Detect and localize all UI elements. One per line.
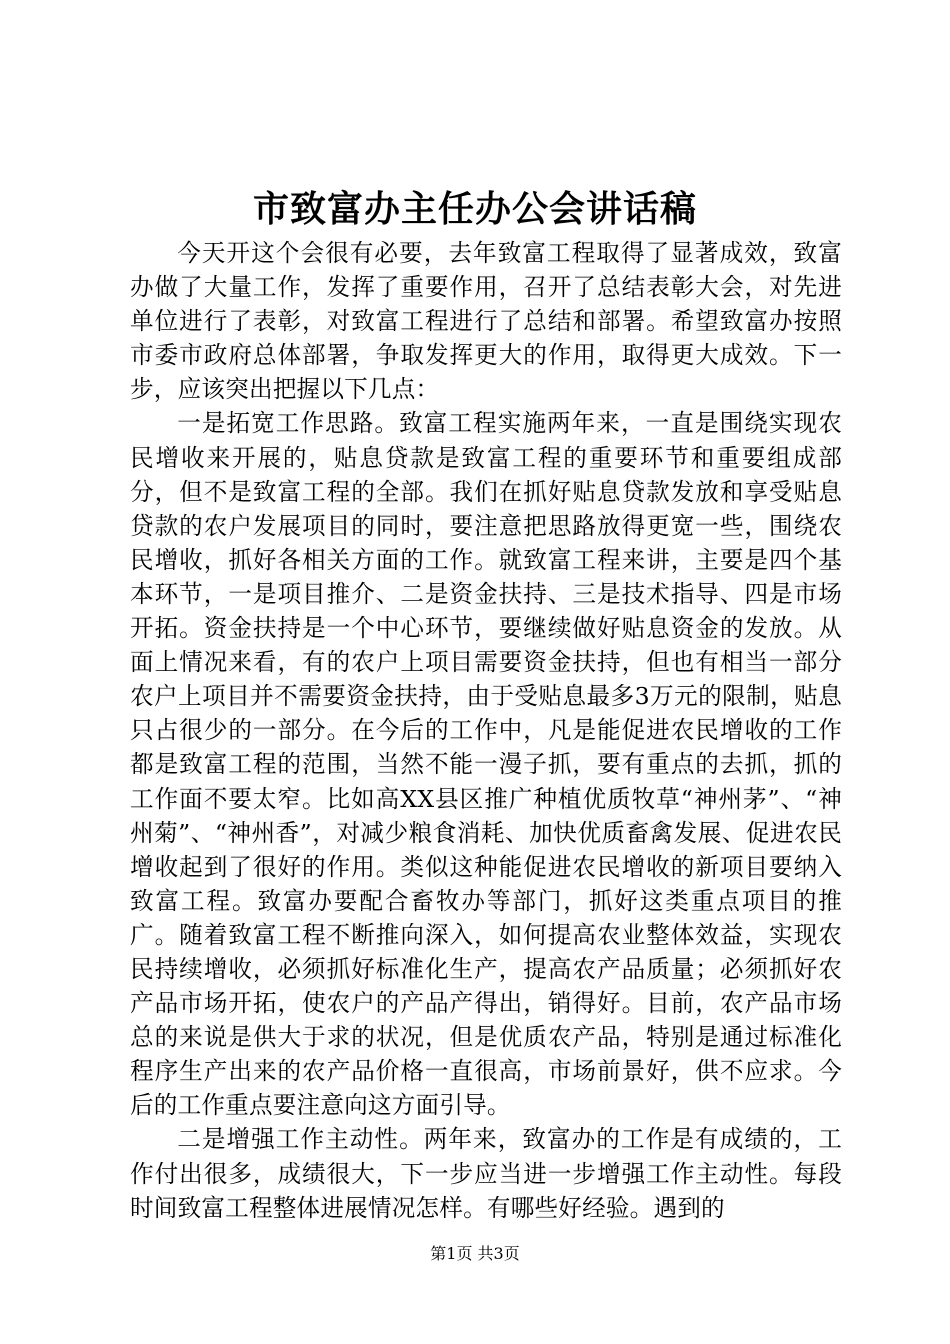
paragraph-point-two: 二是增强工作主动性。两年来，致富办的工作是有成绩的，工作付出很多，成绩很大，下一步应当进一步增强工作主动性。每段时间致富工程整体进展情况怎样。有哪些好经验。遇到的 [130,1125,842,1222]
paragraph-point-one: 一是拓宽工作思路。致富工程实施两年来，一直是围绕实现农民增收来开展的，贴息贷款是致富工程的重要环节和重要组成部分，但不是致富工程的全部。我们在抓好贴息贷款发放和享受贴息贷款的农户发展项目的同时，要注意把思路放得更宽一些，围绕农民增收，抓好各相关方面的工作。就致富工程来讲，主要是四个基本环节，一是项目推介、二是资金扶持、三是技术指导、四是市场开拓。资金扶持是一个中心环节，要继续做好贴息资金的发放。从面上情况来看，有的农户上项目需要资金扶持，但也有相当一部分农户上项目并不需要资金扶持，由于受贴息最多3万元的限制，贴息只占很少的一部分。在今后的工作中，凡是能促进农民增收的工作都是致富工程的范围，当然不能一漫子抓，要有重点的去抓，抓的工作面不要太窄。比如高XX县区推广种植优质牧草“神州茅”、“神州菊”、“神州香”，对减少粮食消耗、加快优质畜禽发展、促进农民增收起到了很好的作用。类似这种能促进农民增收的新项目要纳入致富工程。致富办要配合畜牧办等部门，抓好这类重点项目的推广。随着致富工程不断推向深入，如何提高农业整体效益，实现农民持续增收，必须抓好标准化生产，提高农产品质量；必须抓好农产品市场开拓，使农户的产品产得出，销得好。目前，农产品市场总的来说是供大于求的状况，但是优质农产品，特别是通过标准化程序生产出来的农产品价格一直很高，市场前景好，供不应求。今后的工作重点要注意向这方面引导。 [130,409,842,1120]
paragraph-intro: 今天开这个会很有必要，去年致富工程取得了显著成效，致富办做了大量工作，发挥了重要作用，召开了总结表彰大会，对先进单位进行了表彰，对致富工程进行了总结和部署。希望致富办按照市委市政府总体部署，争取发挥更大的作用，取得更大成效。下一步，应该突出把握以下几点： [130,239,842,404]
document-body [130,236,842,1225]
document-title: 市致富办主任办公会讲话稿 [252,188,697,230]
page-footer: 第1页 共3页 [430,1244,520,1263]
